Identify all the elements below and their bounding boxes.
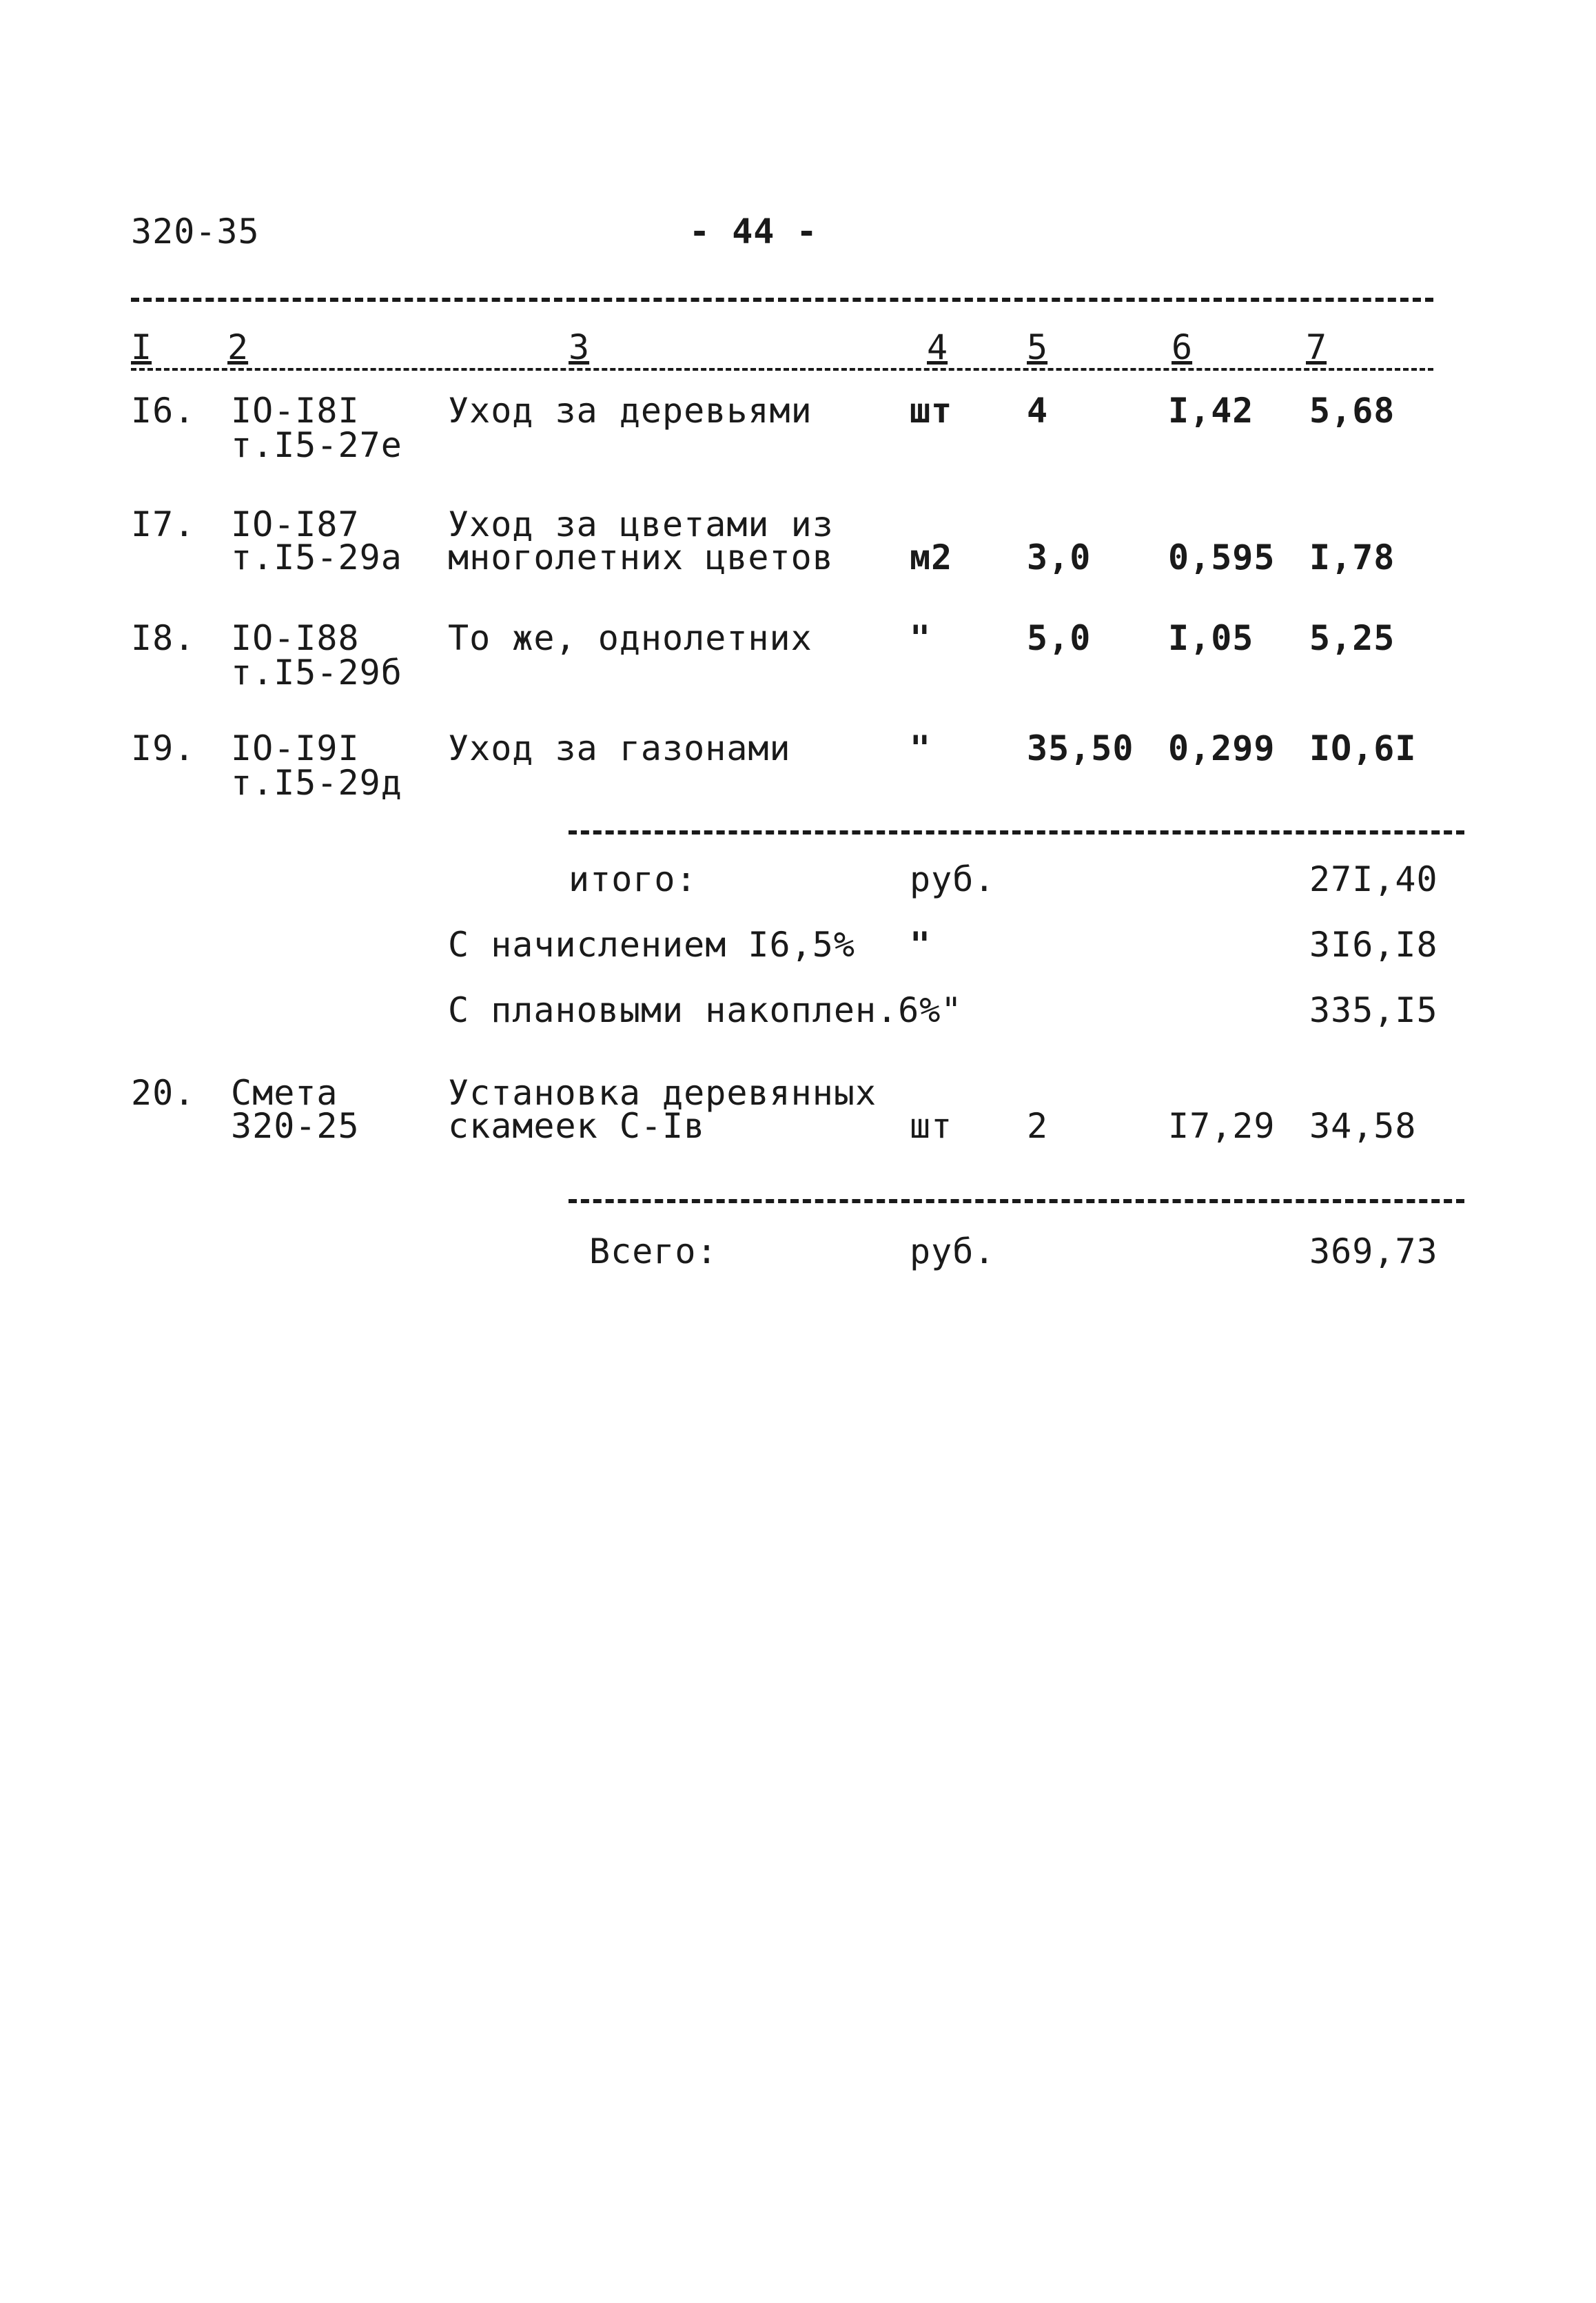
- row-quantity: 2: [1027, 1106, 1049, 1146]
- row-description: Установка деревянных: [448, 1073, 877, 1113]
- row-price: I7,29: [1168, 1106, 1276, 1146]
- subtotal-unit: ": [910, 925, 932, 965]
- row-total: I,78: [1309, 538, 1395, 577]
- row-unit: шт: [910, 391, 953, 431]
- row-estimate-ref: 320-25: [231, 1106, 360, 1146]
- row-quantity: 3,0: [1027, 538, 1092, 577]
- top-rule: [131, 298, 1433, 302]
- row-number: I8.: [131, 618, 196, 658]
- row-code: IO-I87: [231, 504, 360, 544]
- subtotal-total: 335,I5: [1309, 990, 1438, 1030]
- column-number: 2: [227, 327, 249, 367]
- row-code: IO-I88: [231, 618, 360, 658]
- row-description: Уход за газонами: [448, 728, 791, 768]
- row-number: I9.: [131, 728, 196, 768]
- row-number: 20.: [131, 1073, 196, 1113]
- row-quantity: 35,50: [1027, 728, 1134, 768]
- column-number: 3: [569, 327, 590, 367]
- column-number: 6: [1172, 327, 1193, 367]
- column-number: I: [131, 327, 152, 367]
- row-code: IO-I9I: [231, 728, 360, 768]
- row-quantity: 5,0: [1027, 618, 1092, 658]
- row-total: 34,58: [1309, 1106, 1417, 1146]
- document-code: 320-35: [131, 212, 260, 252]
- header-rule: [131, 368, 1433, 371]
- row-code: IO-I8I: [231, 391, 360, 431]
- row-number: I7.: [131, 504, 196, 544]
- row-description-line2: многолетних цветов: [448, 538, 834, 577]
- row-description: То же, однолетних: [448, 618, 812, 658]
- row-estimate-label: Смета: [231, 1073, 338, 1113]
- grand-total-value: 369,73: [1309, 1231, 1438, 1271]
- subtotal-total: 3I6,I8: [1309, 925, 1438, 965]
- row-description: Уход за деревьями: [448, 391, 812, 431]
- subtotal-unit: руб.: [910, 859, 996, 899]
- row-table-ref: т.I5-29б: [231, 653, 402, 693]
- row-number: I6.: [131, 391, 196, 431]
- subtotal-rule: [569, 830, 1464, 835]
- row-price: I,05: [1168, 618, 1254, 658]
- row-total: IO,6I: [1309, 728, 1417, 768]
- row-table-ref: т.I5-27е: [231, 425, 402, 465]
- row-table-ref: т.I5-29а: [231, 538, 402, 577]
- grand-total-label: Всего:: [589, 1231, 718, 1271]
- row-unit: ": [910, 728, 932, 768]
- subtotal-total: 27I,40: [1309, 859, 1438, 899]
- subtotal-label: итого:: [569, 859, 697, 899]
- row-description-line2: скамеек С-Iв: [448, 1106, 706, 1146]
- total-rule: [569, 1199, 1464, 1203]
- row-price: 0,595: [1168, 538, 1276, 577]
- row-unit: шт: [910, 1106, 953, 1146]
- subtotal-label: С плановыми накоплен.6%": [448, 990, 963, 1030]
- row-price: 0,299: [1168, 728, 1276, 768]
- column-number: 4: [927, 327, 948, 367]
- row-total: 5,25: [1309, 618, 1395, 658]
- row-unit: ": [910, 618, 932, 658]
- column-number: 7: [1306, 327, 1327, 367]
- column-number: 5: [1027, 327, 1048, 367]
- row-unit: м2: [910, 538, 953, 577]
- page-number: - 44 -: [689, 212, 818, 252]
- row-description: Уход за цветами из: [448, 504, 834, 544]
- grand-total-unit: руб.: [910, 1231, 996, 1271]
- row-price: I,42: [1168, 391, 1254, 431]
- row-quantity: 4: [1027, 391, 1049, 431]
- subtotal-label: С начислением I6,5%: [448, 925, 855, 965]
- row-table-ref: т.I5-29д: [231, 763, 402, 803]
- row-total: 5,68: [1309, 391, 1395, 431]
